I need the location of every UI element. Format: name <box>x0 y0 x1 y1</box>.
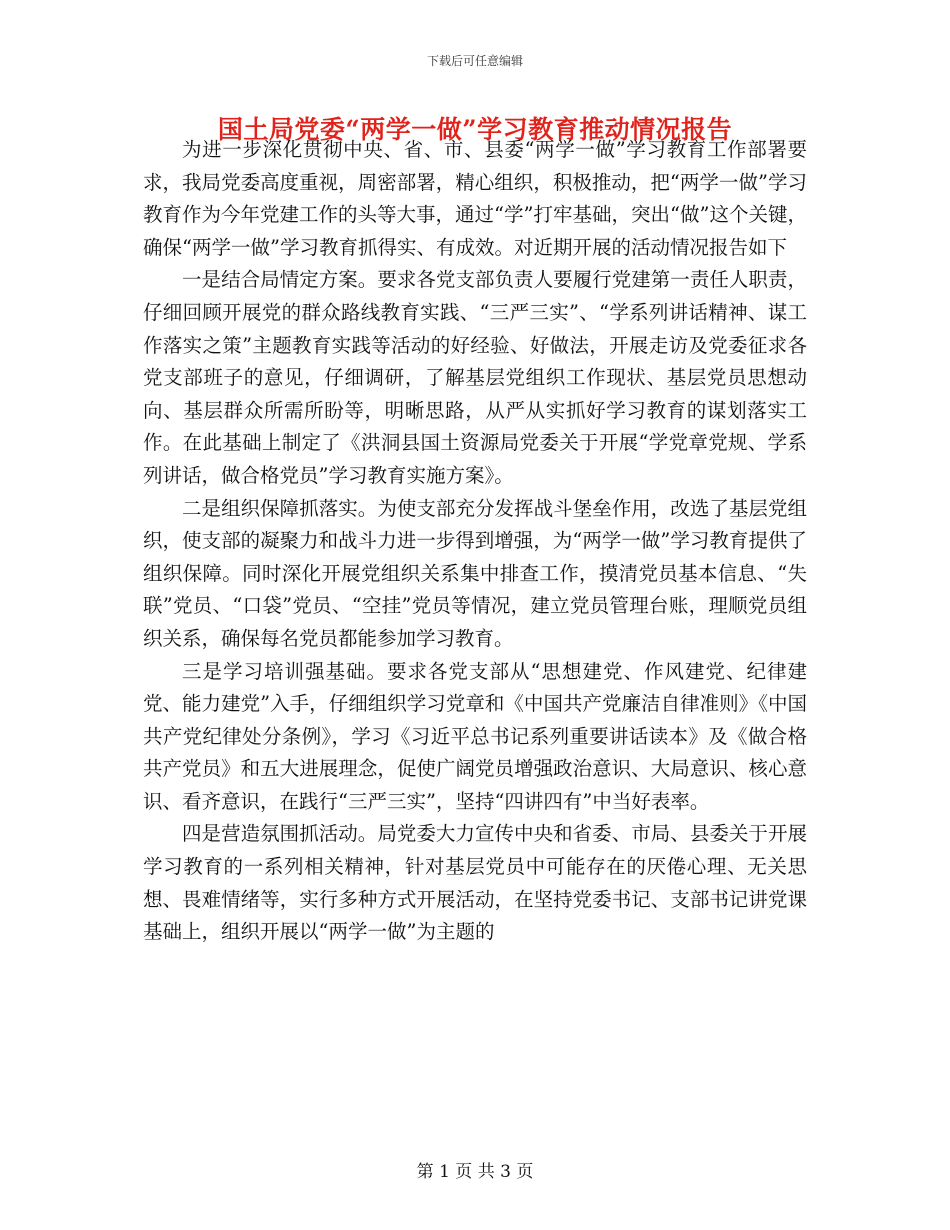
page-number: 第 1 页 共 3 页 <box>416 1162 534 1182</box>
intro-paragraph: 为进一步深化贯彻中央、省、市、县委“两学一做”学习教育工作部署要求，我局党委高度重视，周密部署，精心组织，积极推动，把“两学一做”学习教育作为今年党建工作的头等大事，通过“学”打牢基础，突出“做”这个关键，确保“两学一做”学习教育抓得实、有成效。对近期开展的活动情况报告如下 <box>143 138 807 259</box>
body-paragraph-2: 二是组织保障抓落实。为使支部充分发挥战斗堡垒作用，改选了基层党组织，使支部的凝聚力和战斗力进一步得到增强，为“两学一做”学习教育提供了组织保障。同时深化开展党组织关系集中排查工作，摸清党员基本信息、“失联”党员、“口袋”党员、“空挂”党员等情况，建立党员管理台账，理顺党员组织关系，确保每名党员都能参加学习教育。 <box>143 496 807 650</box>
document-title: 国土局党委“两学一做”学习教育推动情况报告 <box>217 115 733 144</box>
body-paragraph-4: 四是营造氛围抓活动。局党委大力宣传中央和省委、市局、县委关于开展学习教育的一系列相关精神，针对基层党员中可能存在的厌倦心理、无关思想、畏难情绪等，实行多种方式开展活动，在坚持党委书记、支部书记讲党课基础上，组织开展以“两学一做”为主题的 <box>143 822 807 944</box>
document-body <box>143 134 807 949</box>
header-note: 下载后可任意编辑 <box>426 54 523 68</box>
body-paragraph-3: 三是学习培训强基础。要求各党支部从“思想建党、作风建党、纪律建党、能力建党”入手，仔细组织学习党章和《中国共产党廉洁自律准则》《中国共产党纪律处分条例》，学习《习近平总书记系列重要讲话读本》及《做合格共产党员》和五大进展理念，促使广阔党员增强政治意识、大局意识、核心意识、看齐意识，在践行“三严三实”，坚持“四讲四有”中当好表率。 <box>143 659 807 813</box>
body-paragraph-1: 一是结合局情定方案。要求各党支部负责人要履行党建第一责任人职责，仔细回顾开展党的群众路线教育实践、“三严三实”、“学系列讲话精神、谋工作落实之策”主题教育实践等活动的好经验、好做法，开展走访及党委征求各党支部班子的意见，仔细调研，了解基层党组织工作现状、基层党员思想动向、基层群众所需所盼等，明晰思路，从严从实抓好学习教育的谋划落实工作。在此基础上制定了《洪洞县国土资源局党委关于开展“学党章党规、学系列讲话，做合格党员”学习教育实施方案》。 <box>143 268 807 487</box>
